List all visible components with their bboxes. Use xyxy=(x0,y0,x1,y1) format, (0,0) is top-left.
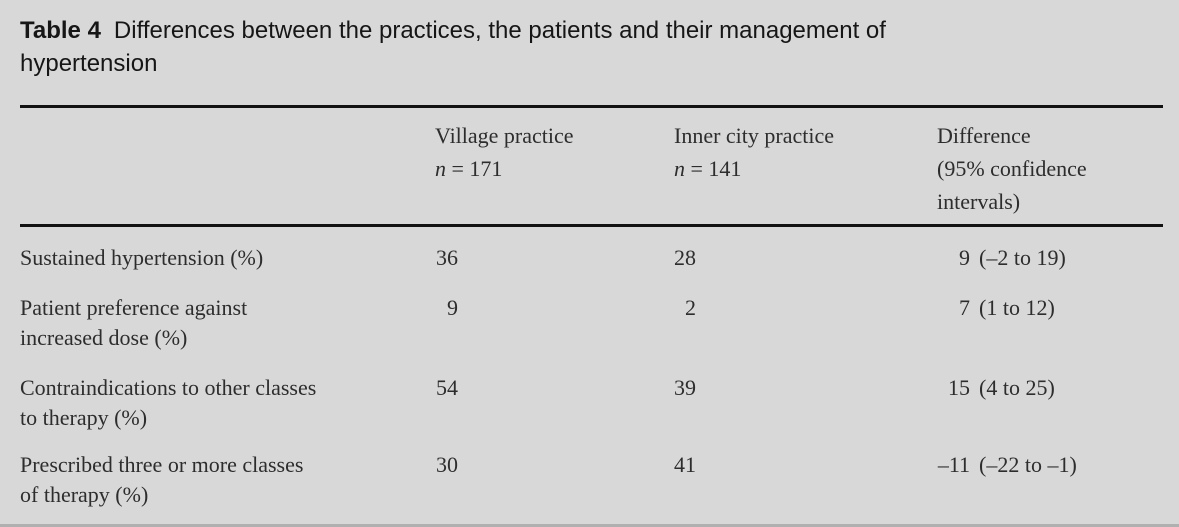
difference-cell xyxy=(936,450,1077,480)
inner-city-value: 28 xyxy=(674,245,696,270)
column-header-village-name: Village practice xyxy=(435,123,574,148)
n-value: = 141 xyxy=(685,156,742,181)
confidence-interval: (–2 to 19) xyxy=(979,245,1066,270)
row-label-line2: of therapy (%) xyxy=(20,482,149,507)
difference-value: 7 xyxy=(959,295,970,320)
column-header-difference-line3: intervals) xyxy=(937,189,1021,214)
column-header-difference-line1: Difference xyxy=(937,123,1031,148)
row-label xyxy=(20,373,425,433)
table-caption-text-line2: hypertension xyxy=(20,50,158,77)
table-header-rule xyxy=(20,224,1163,227)
difference-cell xyxy=(936,243,1066,273)
table-top-rule xyxy=(20,105,1163,108)
row-label xyxy=(20,450,425,510)
table-caption xyxy=(20,14,1100,80)
inner-city-value: 2 xyxy=(685,295,696,320)
row-label-line1: Patient preference against xyxy=(20,295,248,320)
row-label xyxy=(20,243,425,273)
column-header-village-n xyxy=(435,152,665,185)
confidence-interval: (1 to 12) xyxy=(979,295,1055,320)
row-label-line1: Prescribed three or more classes xyxy=(20,452,304,477)
inner-city-value: 39 xyxy=(674,375,696,400)
row-label-line2: to therapy (%) xyxy=(20,405,148,430)
row-label-line2: increased dose (%) xyxy=(20,325,188,350)
inner-city-value: 41 xyxy=(674,452,696,477)
village-value: 30 xyxy=(436,452,458,477)
table-caption-text: Differences between the practices, the patients and their management of xyxy=(113,17,886,44)
difference-value: 9 xyxy=(959,245,970,270)
village-value: 36 xyxy=(436,245,458,270)
column-header-difference-line2: (95% confidence xyxy=(937,156,1087,181)
column-header-difference xyxy=(937,119,1167,218)
village-value: 9 xyxy=(447,295,458,320)
n-symbol: n xyxy=(674,156,685,181)
row-label xyxy=(20,293,425,353)
confidence-interval: (4 to 25) xyxy=(979,375,1055,400)
column-header-village xyxy=(435,119,665,185)
n-symbol: n xyxy=(435,156,446,181)
n-value: = 171 xyxy=(446,156,503,181)
table-number-label: Table 4 xyxy=(20,17,101,44)
confidence-interval: (–22 to –1) xyxy=(979,452,1077,477)
row-label-line1: Sustained hypertension (%) xyxy=(20,245,264,270)
column-header-inner-n xyxy=(674,152,924,185)
village-value: 54 xyxy=(436,375,458,400)
row-label-line1: Contraindications to other classes xyxy=(20,375,317,400)
difference-cell xyxy=(936,293,1055,323)
difference-value: 15 xyxy=(948,375,970,400)
difference-cell xyxy=(936,373,1055,403)
difference-value: –11 xyxy=(937,452,970,477)
column-header-inner-city xyxy=(674,119,924,185)
column-header-inner-name: Inner city practice xyxy=(674,123,835,148)
